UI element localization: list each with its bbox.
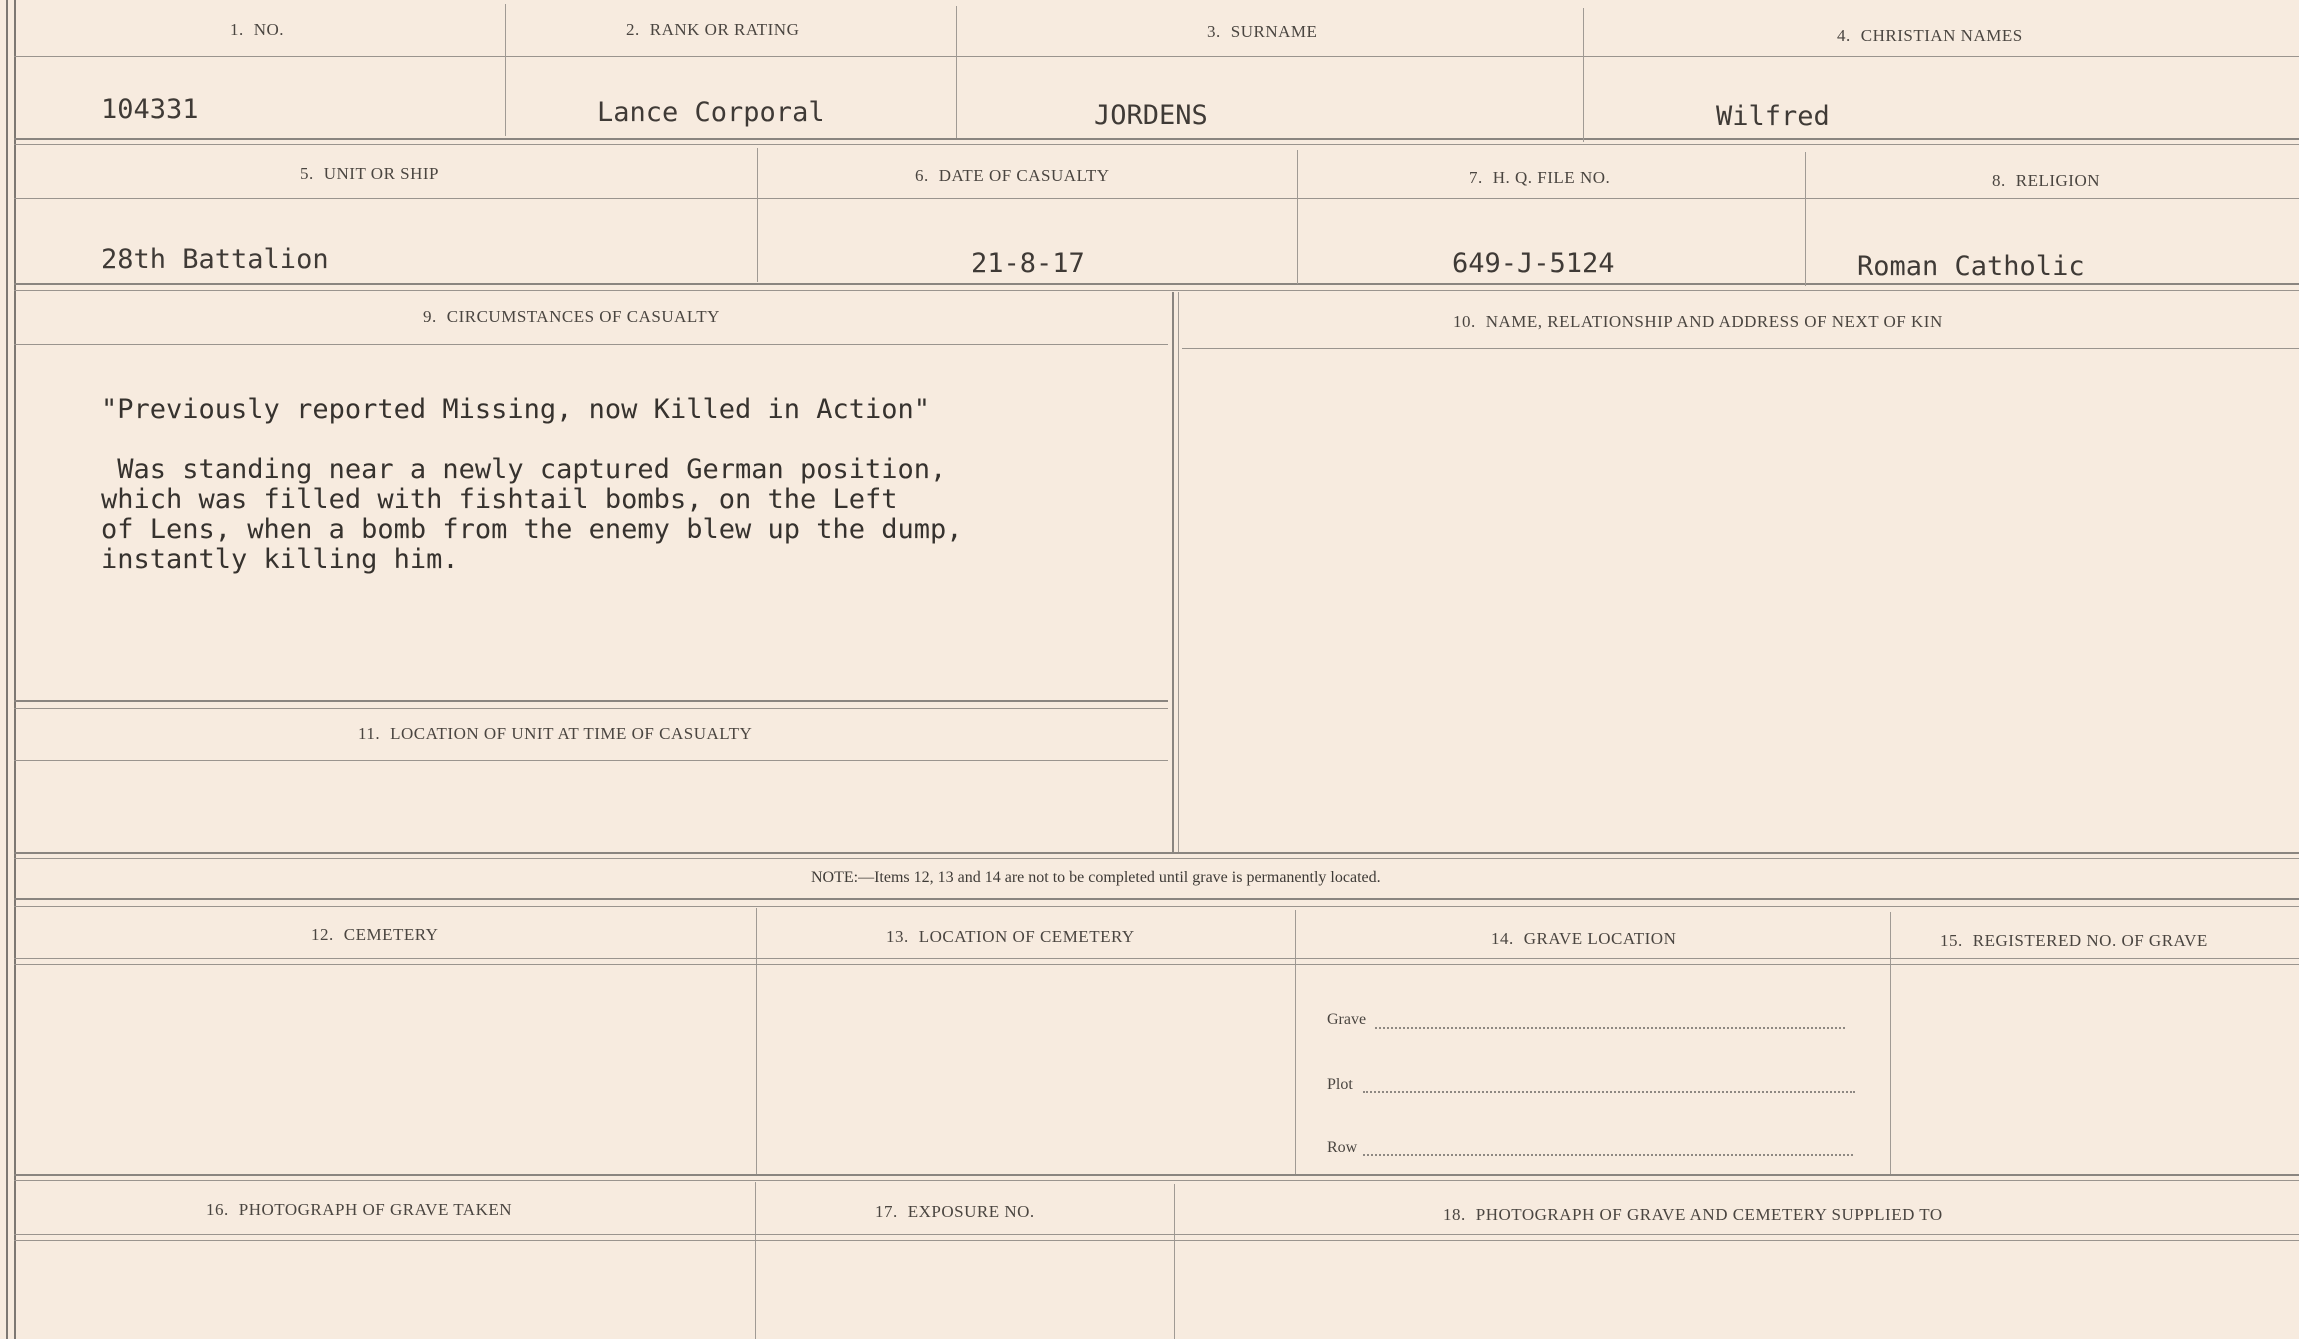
- date-value: 21-8-17: [971, 248, 1085, 279]
- field-label-grave-location: 14. GRAVE LOCATION: [1491, 929, 1677, 948]
- row-divider: [14, 344, 1168, 345]
- circumstances-line: instantly killing him.: [101, 544, 459, 575]
- row-divider: [1182, 348, 2299, 349]
- field-label-photo-supplied: 18. PHOTOGRAPH OF GRAVE AND CEMETERY SUPPLIED TO: [1443, 1205, 1943, 1224]
- field-label-religion: 8. RELIGION: [1992, 171, 2101, 190]
- column-divider: [956, 6, 957, 138]
- unit-value: 28th Battalion: [101, 244, 329, 275]
- field-label-exposure: 17. EXPOSURE NO.: [875, 1202, 1035, 1221]
- field-label-circumstances: 9. CIRCUMSTANCES OF CASUALTY: [423, 307, 720, 326]
- column-divider: [1174, 1184, 1175, 1339]
- row-divider: [14, 858, 2299, 859]
- column-divider: [1178, 292, 1179, 852]
- field-label-photo-taken: 16. PHOTOGRAPH OF GRAVE TAKEN: [206, 1200, 513, 1219]
- grave-dotted-line: [1375, 1027, 1845, 1029]
- field-label-location-cemetery: 13. LOCATION OF CEMETERY: [886, 927, 1135, 946]
- row-divider: [14, 198, 2299, 199]
- column-divider: [1297, 150, 1298, 284]
- service-number-value: 104331: [101, 94, 199, 125]
- row-divider: [14, 138, 2299, 140]
- field-label-christian-names: 4. CHRISTIAN NAMES: [1837, 26, 2023, 45]
- column-divider: [1583, 8, 1584, 142]
- card-edge-line: [6, 0, 8, 1339]
- plot-field-label: Plot: [1327, 1076, 1353, 1093]
- hq-file-value: 649-J-5124: [1452, 248, 1615, 279]
- row-divider: [14, 144, 2299, 145]
- christian-names-value: Wilfred: [1716, 101, 1830, 132]
- field-label-hq-file: 7. H. Q. FILE NO.: [1469, 168, 1611, 187]
- circumstances-line: Was standing near a newly captured German position,: [101, 454, 947, 485]
- row-divider: [14, 290, 2299, 291]
- row-dotted-line: [1363, 1154, 1853, 1156]
- circumstances-quote: "Previously reported Missing, now Killed in Action": [101, 394, 931, 425]
- card-edge-line: [14, 0, 16, 1339]
- row-divider: [14, 708, 1168, 709]
- row-divider: [14, 1234, 2299, 1235]
- row-divider: [14, 1174, 2299, 1176]
- row-divider: [14, 906, 2299, 907]
- row-divider: [14, 700, 1168, 702]
- plot-dotted-line: [1363, 1091, 1855, 1093]
- column-divider: [757, 148, 758, 282]
- grave-field-label: Grave: [1327, 1011, 1367, 1028]
- note-text: NOTE:—Items 12, 13 and 14 are not to be completed until grave is permanently located.: [811, 869, 1381, 886]
- circumstances-line: of Lens, when a bomb from the enemy blew up the dump,: [101, 514, 963, 545]
- religion-value: Roman Catholic: [1857, 251, 2085, 282]
- row-divider: [14, 1180, 2299, 1181]
- row-field-label: Row: [1327, 1139, 1358, 1156]
- rank-value: Lance Corporal: [597, 97, 825, 128]
- row-divider: [14, 964, 2299, 965]
- row-divider: [14, 56, 2299, 57]
- row-divider: [14, 760, 1168, 761]
- column-divider: [755, 1182, 756, 1339]
- field-label-next-of-kin: 10. NAME, RELATIONSHIP AND ADDRESS OF NEXT OF KIN: [1453, 312, 1943, 331]
- surname-value: JORDENS: [1094, 100, 1208, 131]
- field-label-surname: 3. SURNAME: [1207, 22, 1318, 41]
- field-label-rank: 2. RANK OR RATING: [626, 20, 800, 39]
- column-divider: [1295, 910, 1296, 1174]
- row-divider: [14, 958, 2299, 959]
- row-divider: [14, 283, 2299, 285]
- column-divider: [756, 908, 757, 1174]
- field-label-no: 1. NO.: [230, 20, 285, 39]
- row-divider: [14, 898, 2299, 900]
- field-label-registered-no: 15. REGISTERED NO. OF GRAVE: [1940, 931, 2208, 950]
- column-divider: [1172, 292, 1174, 852]
- field-label-cemetery: 12. CEMETERY: [311, 925, 439, 944]
- row-divider: [14, 852, 2299, 854]
- column-divider: [1805, 152, 1806, 286]
- row-divider: [14, 1240, 2299, 1241]
- circumstances-line: which was filled with fishtail bombs, on the Left: [101, 484, 898, 515]
- field-label-unit: 5. UNIT OR SHIP: [300, 164, 440, 183]
- column-divider: [1890, 912, 1891, 1176]
- column-divider: [505, 4, 506, 136]
- field-label-location-unit: 11. LOCATION OF UNIT AT TIME OF CASUALTY: [358, 724, 753, 743]
- field-label-date: 6. DATE OF CASUALTY: [915, 166, 1110, 185]
